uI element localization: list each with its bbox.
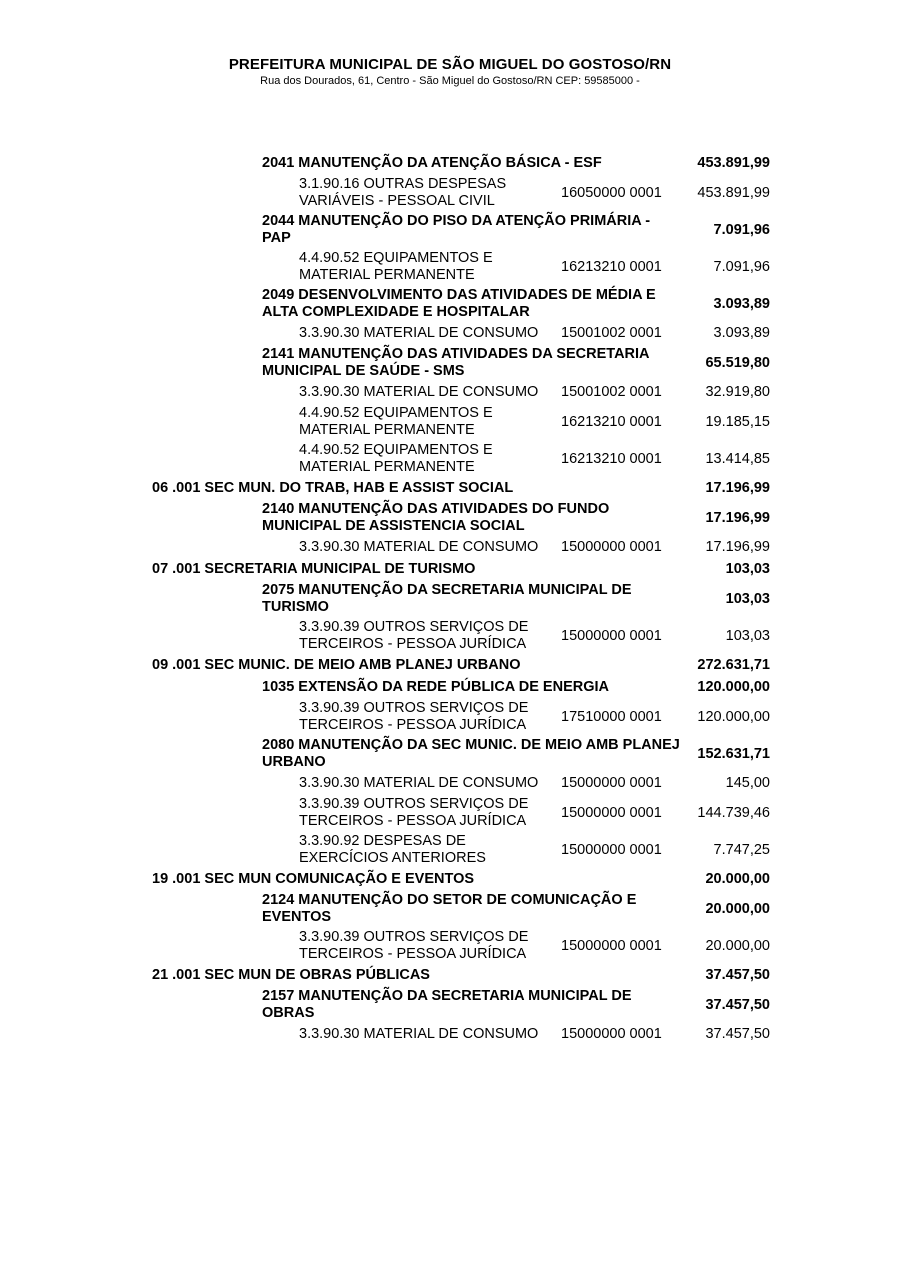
- row-description: 2049 DESENVOLVIMENTO DAS ATIVIDADES DE MÉDIA E ALTA COMPLEXIDADE E HOSPITALAR: [262, 287, 656, 320]
- resource-code: 15000000 0001: [561, 628, 662, 644]
- row-description: 3.3.90.30 MATERIAL DE CONSUMO: [299, 775, 539, 791]
- row-description: 4.4.90.52 EQUIPAMENTOS E MATERIAL PERMANENTE: [299, 250, 493, 283]
- row-description: 2080 MANUTENÇÃO DA SEC MUNIC. DE MEIO AMB PLANEJ URBANO: [262, 737, 680, 770]
- row-amount: 20.000,00: [705, 938, 770, 954]
- row-description: 3.3.90.92 DESPESAS DE EXERCÍCIOS ANTERIORES: [299, 833, 486, 866]
- resource-code: 16050000 0001: [561, 185, 662, 201]
- expense-row: [0, 928, 900, 965]
- row-description: 3.1.90.16 OUTRAS DESPESAS VARIÁVEIS - PESSOAL CIVIL: [299, 176, 507, 209]
- expense-row: [0, 441, 900, 478]
- row-amount: 3.093,89: [713, 325, 770, 341]
- row-amount: 145,00: [725, 775, 770, 791]
- row-amount: 272.631,71: [697, 657, 770, 673]
- row-description: 2075 MANUTENÇÃO DA SECRETARIA MUNICIPAL DE TURISMO: [262, 582, 632, 615]
- action-row: [0, 500, 900, 537]
- row-amount: 7.091,96: [713, 259, 770, 275]
- expense-row: [0, 1024, 900, 1046]
- resource-code: 15000000 0001: [561, 938, 662, 954]
- row-description: 1035 EXTENSÃO DA REDE PÚBLICA DE ENERGIA: [262, 679, 609, 695]
- document-header: [0, 56, 900, 87]
- action-row: [0, 286, 900, 323]
- row-amount: 103,03: [725, 591, 770, 607]
- action-row: [0, 677, 900, 699]
- resource-code: 15000000 0001: [561, 1026, 662, 1042]
- expense-row: [0, 249, 900, 286]
- row-amount: 7.747,25: [713, 842, 770, 858]
- row-amount: 65.519,80: [705, 355, 770, 371]
- row-amount: 20.000,00: [705, 871, 770, 887]
- header-title: PREFEITURA MUNICIPAL DE SÃO MIGUEL DO GOSTOSO/RN: [228, 56, 672, 73]
- row-description: 3.3.90.39 OUTROS SERVIÇOS DE TERCEIROS - PESSOA JURÍDICA: [299, 929, 529, 962]
- header-address: Rua dos Dourados, 61, Centro - São Miguel do Gostoso/RN CEP: 59585000 -: [260, 75, 640, 87]
- resource-code: 15000000 0001: [561, 775, 662, 791]
- row-amount: 32.919,80: [705, 384, 770, 400]
- resource-code: 16213210 0001: [561, 451, 662, 467]
- row-description: 3.3.90.30 MATERIAL DE CONSUMO: [299, 325, 539, 341]
- row-amount: 20.000,00: [705, 901, 770, 917]
- budget-table: [0, 153, 900, 1046]
- expense-row: [0, 832, 900, 869]
- row-amount: 37.457,50: [705, 1026, 770, 1042]
- row-description: 2124 MANUTENÇÃO DO SETOR DE COMUNICAÇÃO E EVENTOS: [262, 892, 637, 925]
- expense-row: [0, 699, 900, 736]
- row-amount: 13.414,85: [705, 451, 770, 467]
- row-description: 06 .001 SEC MUN. DO TRAB, HAB E ASSIST SOCIAL: [152, 480, 514, 496]
- row-amount: 7.091,96: [713, 222, 770, 238]
- action-row: [0, 891, 900, 928]
- row-description: 3.3.90.30 MATERIAL DE CONSUMO: [299, 384, 539, 400]
- resource-code: 15000000 0001: [561, 805, 662, 821]
- action-row: [0, 212, 900, 249]
- expense-row: [0, 323, 900, 345]
- row-amount: 120.000,00: [697, 679, 770, 695]
- row-description: 2041 MANUTENÇÃO DA ATENÇÃO BÁSICA - ESF: [262, 155, 602, 171]
- resource-code: 16213210 0001: [561, 414, 662, 430]
- row-amount: 144.739,46: [697, 805, 770, 821]
- row-amount: 3.093,89: [713, 296, 770, 312]
- row-amount: 152.631,71: [697, 746, 770, 762]
- expense-row: [0, 175, 900, 212]
- row-amount: 19.185,15: [705, 414, 770, 430]
- action-row: [0, 153, 900, 175]
- row-description: 07 .001 SECRETARIA MUNICIPAL DE TURISMO: [152, 561, 476, 577]
- row-description: 09 .001 SEC MUNIC. DE MEIO AMB PLANEJ URBANO: [152, 657, 521, 673]
- row-description: 4.4.90.52 EQUIPAMENTOS E MATERIAL PERMANENTE: [299, 405, 493, 438]
- row-amount: 120.000,00: [697, 709, 770, 725]
- row-description: 3.3.90.39 OUTROS SERVIÇOS DE TERCEIROS - PESSOA JURÍDICA: [299, 796, 529, 829]
- section-row: [0, 655, 900, 677]
- expense-row: [0, 618, 900, 655]
- row-description: 3.3.90.30 MATERIAL DE CONSUMO: [299, 539, 539, 555]
- action-row: [0, 581, 900, 618]
- expense-row: [0, 773, 900, 795]
- expense-row: [0, 382, 900, 404]
- action-row: [0, 736, 900, 773]
- resource-code: 15001002 0001: [561, 384, 662, 400]
- row-amount: 453.891,99: [697, 185, 770, 201]
- expense-row: [0, 404, 900, 441]
- row-amount: 103,03: [725, 561, 770, 577]
- row-description: 2157 MANUTENÇÃO DA SECRETARIA MUNICIPAL DE OBRAS: [262, 988, 632, 1021]
- row-description: 21 .001 SEC MUN DE OBRAS PÚBLICAS: [152, 967, 430, 983]
- row-description: 4.4.90.52 EQUIPAMENTOS E MATERIAL PERMANENTE: [299, 442, 493, 475]
- action-row: [0, 987, 900, 1024]
- section-row: [0, 869, 900, 891]
- row-description: 3.3.90.30 MATERIAL DE CONSUMO: [299, 1026, 539, 1042]
- row-amount: 37.457,50: [705, 967, 770, 983]
- resource-code: 15001002 0001: [561, 325, 662, 341]
- row-amount: 17.196,99: [705, 510, 770, 526]
- section-row: [0, 478, 900, 500]
- resource-code: 15000000 0001: [561, 539, 662, 555]
- expense-row: [0, 537, 900, 559]
- section-row: [0, 965, 900, 987]
- row-amount: 17.196,99: [705, 480, 770, 496]
- row-description: 3.3.90.39 OUTROS SERVIÇOS DE TERCEIROS - PESSOA JURÍDICA: [299, 700, 529, 733]
- action-row: [0, 345, 900, 382]
- section-row: [0, 559, 900, 581]
- resource-code: 17510000 0001: [561, 709, 662, 725]
- row-amount: 453.891,99: [697, 155, 770, 171]
- row-description: 2140 MANUTENÇÃO DAS ATIVIDADES DO FUNDO MUNICIPAL DE ASSISTENCIA SOCIAL: [262, 501, 610, 534]
- resource-code: 16213210 0001: [561, 259, 662, 275]
- resource-code: 15000000 0001: [561, 842, 662, 858]
- row-amount: 17.196,99: [705, 539, 770, 555]
- row-description: 2044 MANUTENÇÃO DO PISO DA ATENÇÃO PRIMÁRIA - PAP: [262, 213, 651, 246]
- row-description: 2141 MANUTENÇÃO DAS ATIVIDADES DA SECRETARIA MUNICIPAL DE SAÚDE - SMS: [262, 346, 649, 379]
- row-amount: 103,03: [725, 628, 770, 644]
- row-description: 19 .001 SEC MUN COMUNICAÇÃO E EVENTOS: [152, 871, 475, 887]
- row-description: 3.3.90.39 OUTROS SERVIÇOS DE TERCEIROS - PESSOA JURÍDICA: [299, 619, 529, 652]
- expense-row: [0, 795, 900, 832]
- row-amount: 37.457,50: [705, 997, 770, 1013]
